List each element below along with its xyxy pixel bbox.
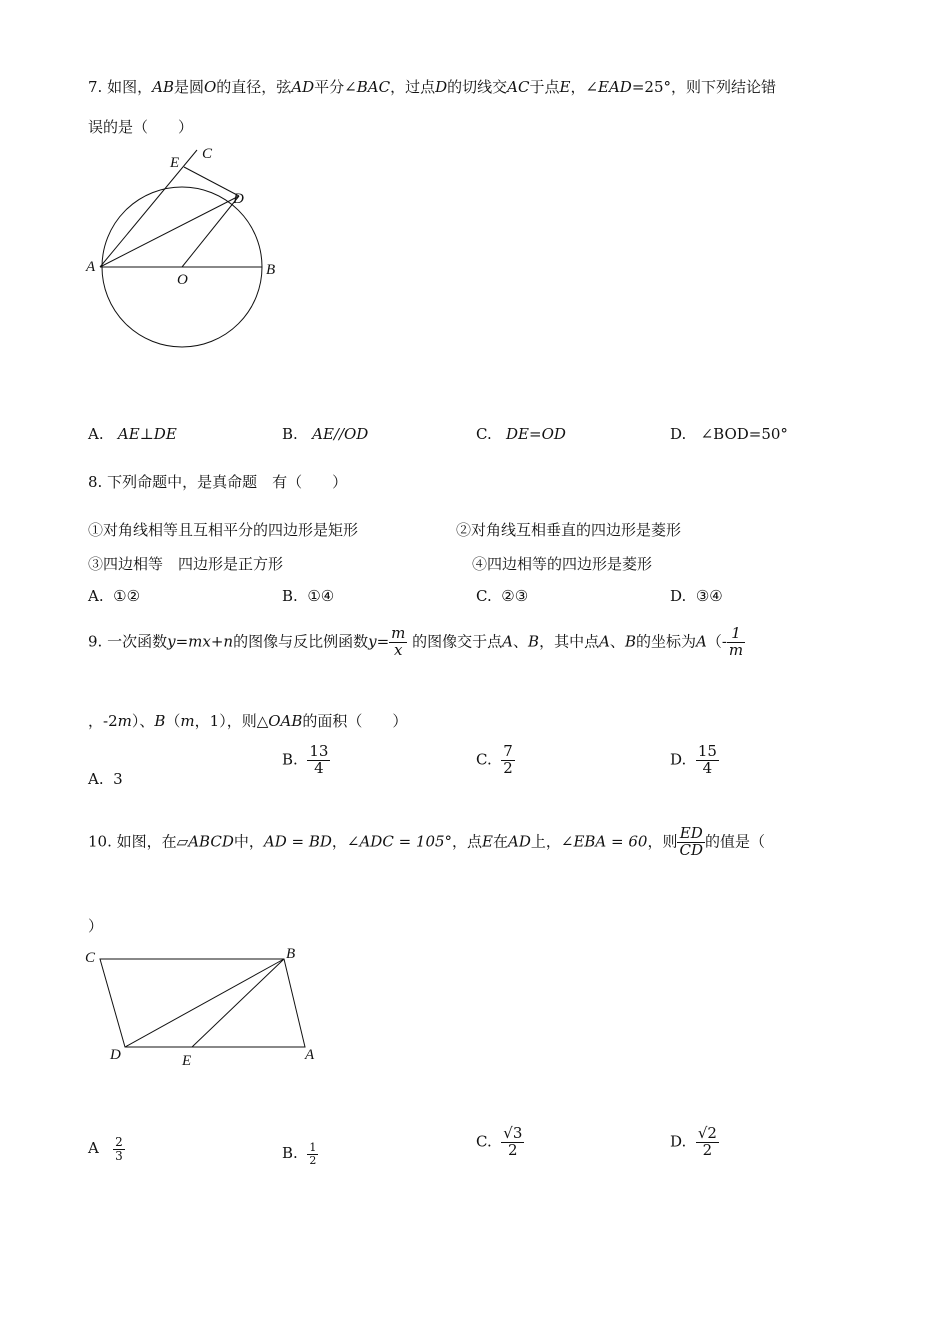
q7-stem-line2: 误的是（ ）: [88, 118, 194, 136]
fraction-1-over-m: $\frac{1}{m}$: [728, 624, 744, 659]
label-d: D: [233, 191, 244, 207]
parallelogram-cbad: [100, 959, 305, 1047]
q10-option-b[interactable]: B. $\frac{1}{2}$: [282, 1141, 317, 1167]
q7-circle-figure: [80, 140, 290, 355]
q8-option-b[interactable]: B. ①④: [282, 587, 335, 605]
q10-parallelogram-figure: [80, 940, 325, 1075]
q10-stem-line2: ）: [88, 917, 104, 935]
q7-option-b[interactable]: B. AE//OD: [282, 425, 369, 443]
label-e: E: [170, 155, 180, 171]
fraction-m-over-x: $\frac{m}{x}$: [391, 624, 406, 659]
label-b: B: [266, 262, 276, 278]
tangent-de: [184, 167, 239, 196]
q10-option-a[interactable]: A $\frac{2}{3}$: [88, 1135, 123, 1163]
q9-option-b[interactable]: B. $\frac{13}{4}$: [282, 742, 329, 777]
label-b: B: [286, 946, 296, 962]
label-c: C: [85, 950, 96, 966]
q7-stem-line1: 7. 如图，AB是圆O的直径，弦AD平分∠BAC，过点D的切线交AC于点E，∠EAD=25°，则下列结论错: [88, 78, 776, 96]
label-e: E: [182, 1053, 192, 1069]
label-a: A: [305, 1047, 315, 1063]
diagonal-bd: [125, 959, 284, 1047]
q8-stem: 8. 下列命题中，是真命题 有（ ）: [88, 473, 348, 491]
q9-option-c[interactable]: C. $\frac{7}{2}$: [476, 742, 513, 777]
q8-statement-4: ④四边相等的四边形是菱形: [472, 555, 653, 573]
q8-statement-3: ③四边相等 四边形是正方形: [88, 555, 284, 573]
q10-option-c[interactable]: C. $\frac{√3}{2}$: [476, 1124, 523, 1159]
q7-option-a[interactable]: A. AE⊥DE: [88, 425, 177, 443]
q8-option-a[interactable]: A. ①②: [88, 587, 141, 605]
q9-stem-line2: ，-2m）、B（m，1），则△OAB的面积（ ）: [88, 712, 408, 730]
q9-option-d[interactable]: D. $\frac{15}{4}$: [670, 742, 717, 777]
q7-option-d[interactable]: D. ∠BOD=50°: [670, 425, 788, 443]
q10-stem-line1: 10. 如图，在▱ABCD中，AD = BD，∠ADC = 105°，点E在AD上，∠EBA = 60，则 $\frac{ED}{CD}$ 的值是（: [88, 824, 766, 859]
q9-stem-line1: 9. 一次函数y=mx+n的图像与反比例函数y= $\frac{m}{x}$ 的图像交于点A、B，其中点A、B的坐标为A（- $\frac{1}{m}$: [88, 624, 744, 659]
q8-statement-2: ②对角线互相垂直的四边形是菱形: [456, 521, 682, 539]
line-ac: [100, 150, 197, 267]
q10-option-d[interactable]: D. $\frac{√2}{2}$: [670, 1124, 717, 1159]
q8-option-d[interactable]: D. ③④: [670, 587, 723, 605]
q8-option-c[interactable]: C. ②③: [476, 587, 529, 605]
label-d: D: [110, 1047, 121, 1063]
label-c: C: [202, 146, 213, 162]
fraction-ed-over-cd: $\frac{ED}{CD}$: [679, 824, 703, 859]
q9-option-a[interactable]: A. 3: [88, 770, 123, 788]
label-a: A: [86, 259, 96, 275]
segment-be: [192, 959, 284, 1047]
label-o: O: [177, 272, 188, 288]
radius-od: [182, 196, 239, 267]
q7-option-c[interactable]: C. DE=OD: [476, 425, 566, 443]
q8-statement-1: ①对角线相等且互相平分的四边形是矩形: [88, 521, 359, 539]
chord-ad: [100, 196, 239, 267]
